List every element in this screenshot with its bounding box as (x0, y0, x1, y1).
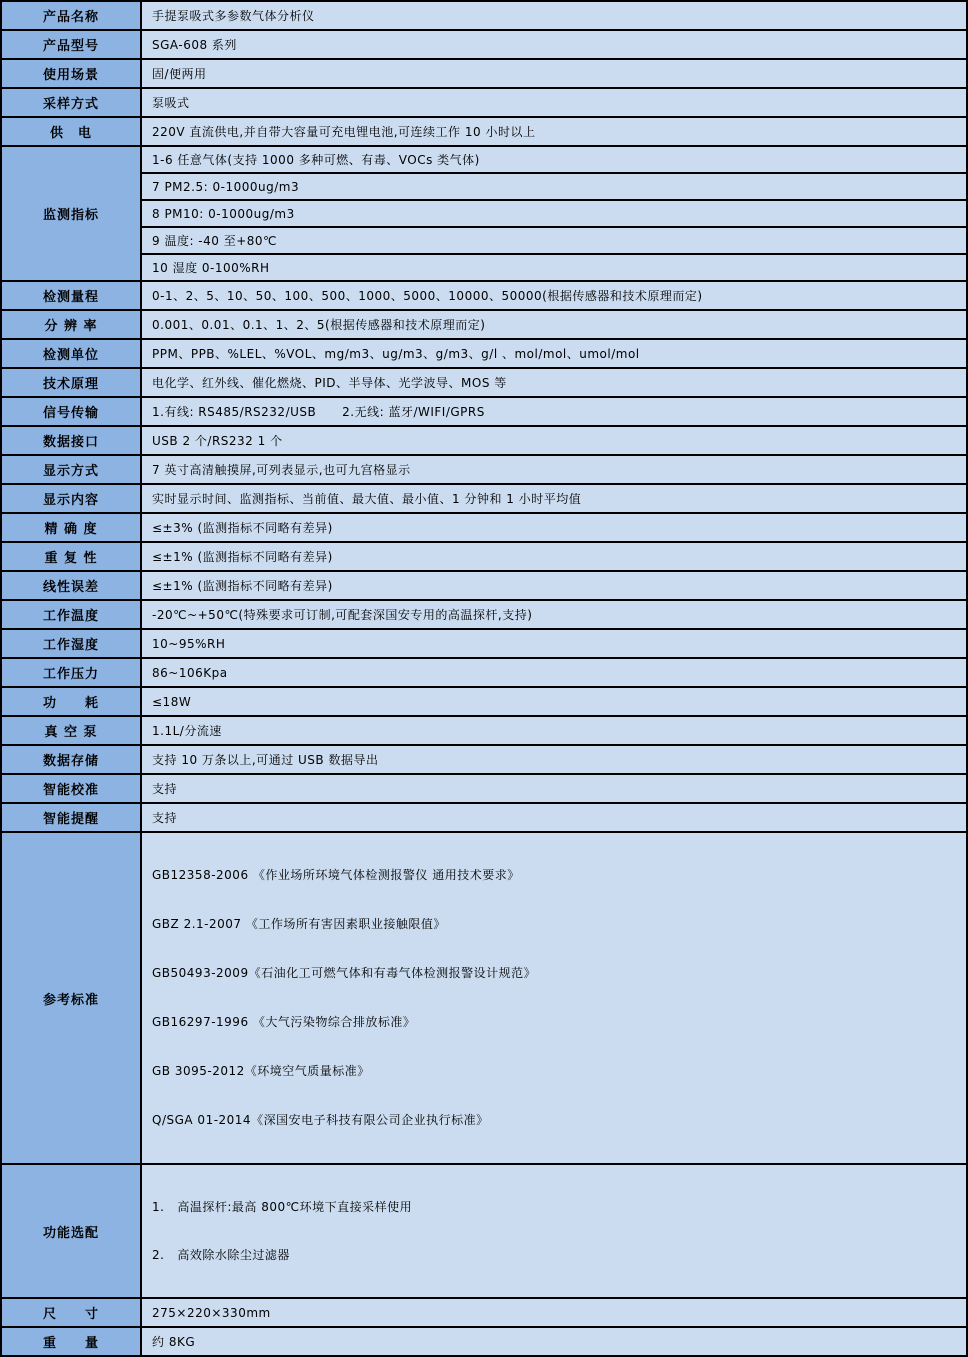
spec-label-linearity-error: 线性误差 (1, 571, 141, 600)
spec-label-dimensions: 尺 寸 (1, 1298, 141, 1327)
reference-standard-line: GB 3095-2012《环境空气质量标准》 (152, 1064, 370, 1078)
spec-value-detection-range: 0-1、2、5、10、50、100、500、1000、5000、10000、50000(根据传感器和技术原理而定) (141, 281, 967, 310)
spec-label-power-supply: 供 电 (1, 117, 141, 146)
table-row (1, 658, 967, 687)
spec-value-power-supply: 220V 直流供电,并自带大容量可充电锂电池,可连续工作 10 小时以上 (141, 117, 967, 146)
table-row (1, 146, 967, 173)
table-row (1, 629, 967, 658)
table-row (1, 1164, 967, 1298)
table-row (1, 1327, 967, 1356)
spec-value-optional-features (141, 1164, 967, 1298)
spec-value-detection-unit: PPM、PPB、%LEL、%VOL、mg/m3、ug/m3、g/m3、g/l 、mol/mol、umol/mol (141, 339, 967, 368)
reference-standard-line: Q/SGA 01-2014《深国安电子科技有限公司企业执行标准》 (152, 1113, 489, 1127)
spec-label-data-interface: 数据接口 (1, 426, 141, 455)
spec-label-detection-range: 检测量程 (1, 281, 141, 310)
spec-value-display-content: 实时显示时间、监测指标、当前值、最大值、最小值、1 分钟和 1 小时平均值 (141, 484, 967, 513)
spec-label-signal-transmission: 信号传输 (1, 397, 141, 426)
spec-value-display-mode: 7 英寸高清触摸屏,可列表显示,也可九宫格显示 (141, 455, 967, 484)
table-row (1, 832, 967, 1164)
table-row (1, 117, 967, 146)
spec-value-product-name: 手提泵吸式多参数气体分析仪 (141, 1, 967, 30)
spec-value-weight: 约 8KG (141, 1327, 967, 1356)
table-row (1, 455, 967, 484)
table-row (1, 426, 967, 455)
spec-label-working-pressure: 工作压力 (1, 658, 141, 687)
table-row (1, 368, 967, 397)
spec-label-monitor-indicators: 监测指标 (1, 146, 141, 281)
table-row (1, 310, 967, 339)
spec-value-working-humidity: 10~95%RH (141, 629, 967, 658)
spec-label-usage-scene: 使用场景 (1, 59, 141, 88)
spec-value-smart-reminder: 支持 (141, 803, 967, 832)
table-row (1, 254, 967, 281)
spec-value-working-pressure: 86~106Kpa (141, 658, 967, 687)
spec-label-resolution: 分 辨 率 (1, 310, 141, 339)
spec-value-model: SGA-608 系列 (141, 30, 967, 59)
optional-feature-line: 2. 高效除水除尘过滤器 (152, 1248, 290, 1262)
spec-value-monitor-indicator-4: 9 温度: -40 至+80℃ (141, 227, 967, 254)
spec-value-monitor-indicator-3: 8 PM10: 0-1000ug/m3 (141, 200, 967, 227)
spec-label-model: 产品型号 (1, 30, 141, 59)
spec-label-working-humidity: 工作湿度 (1, 629, 141, 658)
table-row (1, 88, 967, 117)
table-row (1, 200, 967, 227)
spec-value-reference-standards (141, 832, 967, 1164)
spec-value-data-interface: USB 2 个/RS232 1 个 (141, 426, 967, 455)
spec-value-technical-principle: 电化学、红外线、催化燃烧、PID、半导体、光学波导、MOS 等 (141, 368, 967, 397)
table-row (1, 716, 967, 745)
spec-label-sampling-method: 采样方式 (1, 88, 141, 117)
reference-standard-line: GBZ 2.1-2007 《工作场所有害因素职业接触限值》 (152, 917, 446, 931)
spec-value-linearity-error: ≤±1% (监测指标不同略有差异) (141, 571, 967, 600)
table-row (1, 774, 967, 803)
table-row (1, 571, 967, 600)
table-row (1, 513, 967, 542)
table-row (1, 600, 967, 629)
spec-value-signal-transmission: 1.有线: RS485/RS232/USB 2.无线: 蓝牙/WIFI/GPRS (141, 397, 967, 426)
spec-label-display-mode: 显示方式 (1, 455, 141, 484)
spec-value-monitor-indicator-2: 7 PM2.5: 0-1000ug/m3 (141, 173, 967, 200)
optional-feature-line: 1. 高温探杆:最高 800℃环境下直接采样使用 (152, 1200, 413, 1214)
spec-value-repeatability: ≤±1% (监测指标不同略有差异) (141, 542, 967, 571)
table-row (1, 59, 967, 88)
spec-value-monitor-indicator-5: 10 湿度 0-100%RH (141, 254, 967, 281)
table-row (1, 484, 967, 513)
table-row (1, 339, 967, 368)
spec-value-sampling-method: 泵吸式 (141, 88, 967, 117)
spec-value-smart-calibration: 支持 (141, 774, 967, 803)
spec-label-detection-unit: 检测单位 (1, 339, 141, 368)
spec-value-power-consumption: ≤18W (141, 687, 967, 716)
spec-label-optional-features: 功能选配 (1, 1164, 141, 1298)
table-row (1, 173, 967, 200)
table-row (1, 542, 967, 571)
spec-label-technical-principle: 技术原理 (1, 368, 141, 397)
table-row (1, 803, 967, 832)
table-row (1, 1, 967, 30)
spec-label-display-content: 显示内容 (1, 484, 141, 513)
spec-label-reference-standards: 参考标准 (1, 832, 141, 1164)
spec-value-monitor-indicator-1: 1-6 任意气体(支持 1000 多种可燃、有毒、VOCs 类气体) (141, 146, 967, 173)
reference-standard-line: GB12358-2006 《作业场所环境气体检测报警仪 通用技术要求》 (152, 868, 520, 882)
table-row (1, 745, 967, 774)
table-row (1, 227, 967, 254)
table-row (1, 1298, 967, 1327)
spec-label-accuracy: 精 确 度 (1, 513, 141, 542)
table-row (1, 30, 967, 59)
spec-value-dimensions: 275×220×330mm (141, 1298, 967, 1327)
table-row (1, 397, 967, 426)
spec-label-working-temperature: 工作温度 (1, 600, 141, 629)
spec-value-accuracy: ≤±3% (监测指标不同略有差异) (141, 513, 967, 542)
spec-value-usage-scene: 固/便两用 (141, 59, 967, 88)
spec-label-smart-reminder: 智能提醒 (1, 803, 141, 832)
reference-standard-line: GB16297-1996 《大气污染物综合排放标准》 (152, 1015, 416, 1029)
spec-label-product-name: 产品名称 (1, 1, 141, 30)
spec-value-resolution: 0.001、0.01、0.1、1、2、5(根据传感器和技术原理而定) (141, 310, 967, 339)
table-row (1, 687, 967, 716)
spec-label-repeatability: 重 复 性 (1, 542, 141, 571)
spec-label-vacuum-pump: 真 空 泵 (1, 716, 141, 745)
spec-label-power-consumption: 功 耗 (1, 687, 141, 716)
spec-value-data-storage: 支持 10 万条以上,可通过 USB 数据导出 (141, 745, 967, 774)
spec-value-vacuum-pump: 1.1L/分流速 (141, 716, 967, 745)
reference-standard-line: GB50493-2009《石油化工可燃气体和有毒气体检测报警设计规范》 (152, 966, 537, 980)
table-row (1, 281, 967, 310)
spec-value-working-temperature: -20℃~+50℃(特殊要求可订制,可配套深国安专用的高温探杆,支持) (141, 600, 967, 629)
spec-label-weight: 重 量 (1, 1327, 141, 1356)
spec-label-smart-calibration: 智能校准 (1, 774, 141, 803)
spec-label-data-storage: 数据存储 (1, 745, 141, 774)
